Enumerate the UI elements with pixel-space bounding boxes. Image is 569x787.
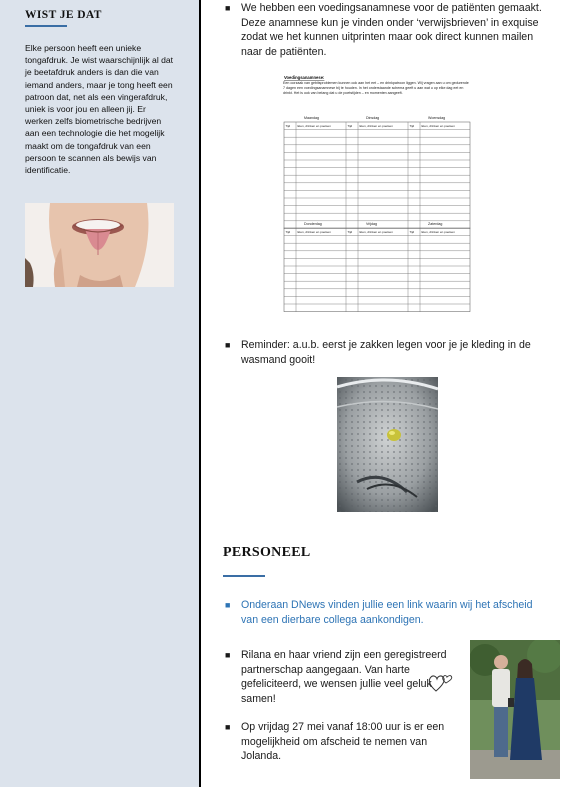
couple-photo (470, 640, 560, 779)
bullet-text: Op vrijdag 27 mei vanaf 18:00 uur is er een mogelijkheid om afscheid te nemen van Jolanda. (241, 721, 445, 763)
form-column-header: Eten, drinken en poetsen (359, 123, 393, 128)
sidebar-title: WIST JE DAT (25, 9, 102, 21)
bullet-square-icon: ■ (225, 722, 231, 732)
washing-machine-drum-photo (337, 377, 438, 512)
form-day-label: Maandag (304, 116, 319, 120)
sidebar (0, 0, 201, 787)
form-column-header: Eten, drinken en poetsen (421, 123, 455, 128)
bullet-text: Rilana en haar vriend zijn een geregistreerd partnerschap aangegaan. Van harte gefeliciteerd, we wensen jullie veel geluk samen! (241, 649, 447, 706)
bullet-square-icon: ■ (225, 340, 231, 350)
form-column-header: Eten, drinken en poetsen (297, 229, 331, 234)
tongue-photo (25, 203, 174, 287)
sidebar-title-underline (25, 25, 67, 27)
bullet-square-icon: ■ (225, 3, 231, 13)
section-title-underline (223, 575, 265, 577)
form-title: Voedingsanamnese: (284, 75, 325, 80)
form-column-header: Tijd (409, 229, 415, 234)
bullet-text: Reminder: a.u.b. eerst je zakken legen voor je je kleding in de wasmand gooit! (241, 339, 531, 366)
form-intro: Een oorzaak van gebitsproblemen kunnen ook aan het eet – en drinkpatroon liggen. Wij vragen aan u om gedurende 7 dagen een voedingsanamnese bij te houden. In het onderstaande schema geeft u aan wat u op elke dag eet en drinkt. Het is ook van belang dat u de poetstijden – en momenten aangeeft. (283, 81, 469, 95)
form-column-header: Tijd (409, 123, 415, 128)
bullet-voedingsanamnese (225, 1, 546, 60)
form-column-header: Tijd (347, 229, 353, 234)
form-day-label: Vrijdag (366, 222, 378, 226)
form-table-bottom (284, 222, 470, 312)
form-column-header: Tijd (285, 229, 291, 234)
form-table-top (284, 116, 470, 228)
bullet-square-icon: ■ (225, 650, 231, 660)
bullet-square-icon: ■ (225, 600, 231, 610)
bullet-link-text[interactable]: Onderaan DNews vinden jullie een link waarin wij het afscheid van een dierbare collega aankondigen. (241, 599, 533, 626)
section-title-personeel: PERSONEEL (223, 545, 311, 560)
voedingsanamnese-form-image (282, 72, 474, 318)
form-column-header: Tijd (347, 123, 353, 128)
form-day-label: Dinsdag (366, 116, 380, 120)
form-day-label: Woensdag (428, 116, 446, 120)
form-day-label: Zaterdag (428, 222, 443, 226)
bullet-text: We hebben een voedingsanamnese voor de patiënten gemaakt. Deze anamnese kun je vinden onder ‘verwijsbrieven’ in exquise zodat we het kunnen uitprinten maar ook direct kunnen mailen naar de patiënten. (241, 2, 542, 59)
sidebar-body-text: Elke persoon heeft een unieke tongafdruk. Je wist waarschijnlijk al dat je beetafdruk anders is dan die van iemand anders, maar je tong heeft een patroon dat, net als een vingerafdruk, uniek is voor jou en alleen jij. Er werken zelfs biometrische bedrijven aan een technologie die het mogelijk maakt om de tongafdruk van een persoon te scannen als bewijs van identificatie. (25, 43, 174, 176)
bullet-reminder (225, 338, 546, 367)
bullet-jolanda (225, 720, 466, 764)
form-table-border (284, 228, 470, 312)
form-column-header: Eten, drinken en poetsen (359, 229, 393, 234)
form-column-header: Eten, drinken en poetsen (297, 123, 331, 128)
bullet-afscheid-link[interactable] (225, 598, 546, 627)
form-column-header: Tijd (285, 123, 291, 128)
hearts-icon (427, 671, 455, 695)
form-column-header: Eten, drinken en poetsen (421, 229, 455, 234)
form-day-label: Donderdag (304, 222, 322, 226)
